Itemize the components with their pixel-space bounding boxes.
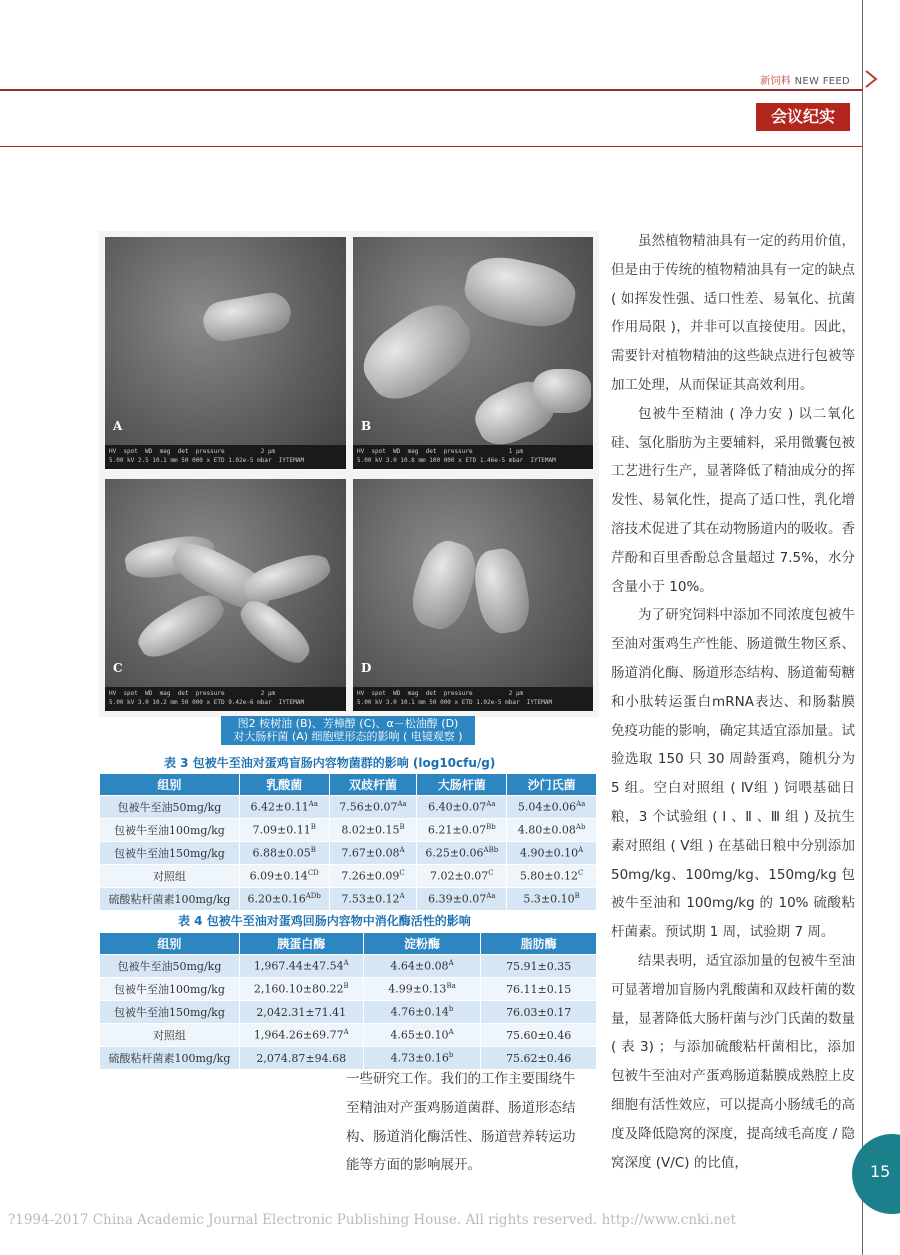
figure-caption-line1: 图2 桉树油 (B)、芳樟醇 (C)、α－松油醇 (D): [237, 717, 459, 730]
cell-value: 6.40±0.07: [428, 800, 487, 814]
cell-value: 对照组: [152, 1029, 186, 1042]
cell-value: 6.39±0.07: [428, 892, 487, 906]
column-header: 胰蛋白酶: [239, 933, 363, 955]
table3: [99, 773, 597, 911]
section-label: 会议纪实: [756, 103, 850, 131]
table-row: [100, 888, 597, 911]
bacterium-shape: [460, 250, 580, 334]
table-cell: [100, 978, 240, 1001]
significance-superscript: B: [310, 846, 316, 855]
table-cell: [239, 1047, 363, 1070]
table-cell: [363, 955, 481, 978]
column-header: 沙门氏菌: [507, 774, 597, 796]
sem-info-bar: HV spot WD mag det pressure 2 µm 5.00 kV 2.5 10.1 mm 50 000 x ETD 1.02e-5 mbar IYTEMAM: [105, 445, 346, 469]
cell-value: 对照组: [152, 870, 186, 883]
cell-value: 1,964.26±69.77: [253, 1028, 344, 1042]
cell-value: 5.04±0.06: [517, 800, 577, 814]
panel-letter: B: [361, 419, 372, 433]
significance-superscript: Aa: [486, 800, 496, 809]
bacterium-shape: [132, 587, 231, 666]
bacterium-shape: [240, 548, 334, 608]
cell-value: 包被牛至油50mg/kg: [117, 960, 222, 973]
cell-value: 4.80±0.08: [517, 823, 576, 837]
cell-value: 2,160.10±80.22: [253, 982, 344, 996]
paragraph: 虽然植物精油具有一定的药用价值，但是由于传统的植物精油具有一定的缺点 ( 如挥发性强、适口性差、易氧化、抗菌作用局限 )，并非可以直接使用。因此，需要针对植物精油的这些缺点进行包被等加工处理，从而保证其高效利用。: [611, 233, 855, 393]
cell-value: 6.42±0.11: [250, 800, 309, 814]
text-line: 能等方面的影响展开。: [346, 1157, 481, 1174]
header-rule: [0, 89, 862, 91]
significance-superscript: Ba: [446, 982, 456, 991]
significance-superscript: Aa: [397, 800, 407, 809]
column-header: 大肠杆菌: [417, 774, 507, 796]
table-cell: [417, 842, 507, 865]
paragraph: 为了研究饲料中添加不同浓度包被牛至油对蛋鸡生产性能、肠道微生物区系、肠道消化酶、肠道形态结构、肠道葡萄糖和小肽转运蛋白mRNA表达、和肠黏膜免疫功能的影响，确定其适宜添加量。试验选取 150 只 30 周龄蛋鸡，随机分为 5 组。空白对照组 ( Ⅳ组 ) 饲喂基础日粮，3 个试验组 ( Ⅰ 、Ⅱ 、Ⅲ 组 ) 及抗生素对照组 ( Ⅴ组 ) 在基础日粮中分别添加 50mg/kg、100mg/kg、150mg/kg 包被牛至油和 100mg/kg 的 10% 硫酸粘杆菌素。预试期 1 周，试验期 7 周。: [611, 607, 855, 941]
significance-superscript: C: [578, 869, 584, 878]
paragraph: 结果表明，适宜添加量的包被牛至油可显著增加盲肠内乳酸菌和双歧杆菌的数量，显著降低大肠杆菌与沙门氏菌的数量 ( 表 3) ；与添加硫酸粘杆菌相比，添加包被牛至油对产蛋鸡肠道黏膜成熟腔上皮细胞有活性效应，可以提高小肠绒毛的高度及降低隐窝的深度，提高绒毛高度 / 隐窝深度 (V/C) 的比值，: [611, 952, 855, 1171]
table-cell: [100, 796, 240, 819]
table-cell: [100, 1047, 240, 1070]
significance-superscript: b: [448, 1005, 454, 1014]
cell-value: 4.76±0.14: [390, 1005, 449, 1019]
significance-superscript: A: [343, 1028, 349, 1037]
right-column-text: [611, 227, 855, 1177]
table-cell: [481, 1024, 597, 1047]
significance-superscript: Aa: [308, 800, 318, 809]
significance-superscript: A: [399, 892, 405, 901]
cell-value: 7.02±0.07: [430, 869, 489, 883]
table3-caption: 表 3 包被牛至油对蛋鸡盲肠内容物菌群的影响 (log10cfu/g): [164, 756, 496, 770]
cell-value: 包被牛至油100mg/kg: [113, 983, 225, 996]
sem-figure: [99, 231, 599, 717]
table-cell: [239, 865, 329, 888]
table-cell: [481, 955, 597, 978]
table-cell: [507, 796, 597, 819]
sem-panel-a: [105, 237, 346, 469]
panel-letter: A: [113, 419, 123, 433]
bacterium-shape: [200, 290, 294, 345]
sem-info-bar: HV spot WD mag det pressure 2 µm 5.00 kV 3.0 10.2 mm 50 000 x ETD 9.42e-6 mbar IYTEMAM: [105, 687, 346, 711]
significance-superscript: ADb: [305, 892, 321, 901]
table-cell: [239, 796, 329, 819]
cell-value: 4.64±0.08: [390, 959, 449, 973]
bacterium-shape: [405, 535, 484, 635]
table-cell: [329, 796, 417, 819]
cell-value: 包被牛至油150mg/kg: [113, 847, 225, 860]
table-cell: [363, 978, 481, 1001]
table-cell: [507, 865, 597, 888]
significance-superscript: A: [448, 1028, 454, 1037]
cell-value: 7.53±0.12: [341, 892, 400, 906]
paragraph: 包被牛至精油 ( 净力安 ) 以二氧化硅、氢化脂肪为主要辅料，采用微囊包被工艺进行生产，显著降低了精油成分的挥发性、易氧化性，提高了适口性，乳化增溶技术促进了其在动物肠道内的吸收。香芹酚和百里香酚总含量超过 7.5%，水分含量小于 10%。: [611, 405, 855, 595]
cell-value: 6.21±0.07: [427, 823, 487, 837]
table-cell: [481, 978, 597, 1001]
column-header: 淀粉酶: [363, 933, 481, 955]
table-cell: [239, 888, 329, 911]
significance-superscript: Ab: [575, 823, 586, 832]
cell-value: 包被牛至油50mg/kg: [117, 801, 222, 814]
chevron-right-icon: [864, 70, 878, 88]
significance-superscript: B: [399, 823, 405, 832]
journal-brand: [760, 72, 850, 87]
table-cell: [239, 819, 329, 842]
significance-superscript: B: [343, 982, 349, 991]
brand-en: NEW FEED: [794, 76, 850, 87]
table-cell: [329, 842, 417, 865]
table-cell: [417, 888, 507, 911]
significance-superscript: B: [574, 892, 580, 901]
text-line: 构、肠道消化酶活性、肠道营养转运功: [346, 1128, 576, 1145]
significance-superscript: Aa: [576, 800, 586, 809]
table-cell: [239, 842, 329, 865]
cell-value: 2,074.87±94.68: [256, 1051, 347, 1065]
table-cell: [329, 865, 417, 888]
table-cell: [100, 819, 240, 842]
table-cell: [329, 819, 417, 842]
table-cell: [100, 888, 240, 911]
table-row: [100, 1001, 597, 1024]
table-cell: [507, 819, 597, 842]
table-cell: [329, 888, 417, 911]
table-cell: [239, 955, 363, 978]
table-cell: [481, 1001, 597, 1024]
table-cell: [507, 888, 597, 911]
cell-value: 1,967.44±47.54: [253, 959, 344, 973]
bacterium-shape: [533, 369, 591, 413]
column-header: 双歧杆菌: [329, 774, 417, 796]
table-row: [100, 842, 597, 865]
significance-superscript: A: [343, 959, 349, 968]
table-cell: [100, 1001, 240, 1024]
cell-value: 76.03±0.17: [506, 1005, 572, 1019]
significance-superscript: B: [310, 823, 316, 832]
cell-value: 75.91±0.35: [506, 959, 572, 973]
table-cell: [507, 842, 597, 865]
cell-value: 硫酸粘杆菌素100mg/kg: [108, 893, 231, 906]
significance-superscript: A: [578, 846, 584, 855]
table-row: [100, 865, 597, 888]
table4: [99, 932, 597, 1070]
sem-panel-b: [353, 237, 593, 469]
cell-value: 包被牛至油150mg/kg: [113, 1006, 225, 1019]
column-header: 乳酸菌: [239, 774, 329, 796]
table-row: [100, 978, 597, 1001]
significance-superscript: ABb: [483, 846, 499, 855]
cell-value: 75.62±0.46: [506, 1051, 572, 1065]
table-cell: [363, 1001, 481, 1024]
brand-cn: 新饲料: [760, 76, 792, 87]
cell-value: 75.60±0.46: [506, 1028, 572, 1042]
page-number-badge: [852, 1134, 900, 1214]
table-row: [100, 955, 597, 978]
text-line: 至精油对产蛋鸡肠道菌群、肠道形态结: [346, 1099, 576, 1116]
table-cell: [363, 1024, 481, 1047]
cell-value: 7.09±0.11: [252, 823, 311, 837]
significance-superscript: C: [399, 869, 405, 878]
significance-superscript: Bb: [486, 823, 496, 832]
significance-superscript: A: [448, 959, 454, 968]
cell-value: 4.90±0.10: [519, 846, 579, 860]
table-cell: [100, 955, 240, 978]
cell-value: 5.80±0.12: [519, 869, 579, 883]
page-number: 15: [870, 1162, 891, 1181]
sem-panel-c: [105, 479, 346, 711]
significance-superscript: b: [448, 1051, 454, 1060]
table-cell: [239, 978, 363, 1001]
table-cell: [239, 1001, 363, 1024]
table-cell: [100, 1024, 240, 1047]
panel-letter: C: [113, 661, 123, 675]
cell-value: 7.56±0.07: [339, 800, 398, 814]
left-column-text: [346, 1065, 602, 1180]
significance-superscript: C: [488, 869, 494, 878]
table-cell: [239, 1024, 363, 1047]
table-row: [100, 796, 597, 819]
table4-caption: 表 4 包被牛至油对蛋鸡回肠内容物中消化酶活性的影响: [178, 914, 471, 928]
cell-value: 6.25±0.06: [425, 846, 484, 860]
significance-superscript: Aa: [486, 892, 496, 901]
text-line: 一些研究工作。我们的工作主要围绕牛: [346, 1071, 576, 1087]
cell-value: 4.99±0.13: [388, 982, 447, 996]
table-cell: [417, 796, 507, 819]
figure-caption: [221, 716, 475, 745]
sem-info-bar: HV spot WD mag det pressure 1 µm 5.00 kV 3.0 10.8 mm 100 000 x ETD 1.46e-5 mbar IYTEMAM: [353, 445, 593, 469]
cell-value: 6.09±0.14: [249, 869, 308, 883]
bacterium-shape: [233, 593, 316, 670]
figure-caption-line2: 对大肠杆菌 (A) 细胞壁形态的影响 ( 电镜观察 ): [233, 730, 463, 743]
copyright-footer: ?1994-2017 China Academic Journal Electronic Publishing House. All rights reserved. http://www.cnki.net: [8, 1212, 736, 1228]
sem-panel-d: [353, 479, 593, 711]
cell-value: 7.26±0.09: [341, 869, 400, 883]
cell-value: 6.88±0.05: [252, 846, 311, 860]
table-cell: [100, 842, 240, 865]
cell-value: 76.11±0.15: [506, 982, 572, 996]
table-cell: [100, 865, 240, 888]
bacterium-shape: [353, 291, 483, 413]
column-header: 组别: [100, 933, 240, 955]
significance-superscript: CD: [307, 869, 319, 878]
cell-value: 8.02±0.15: [341, 823, 400, 837]
column-header: 组别: [100, 774, 240, 796]
cell-value: 6.20±0.16: [247, 892, 306, 906]
significance-superscript: A: [399, 846, 405, 855]
panel-letter: D: [361, 661, 372, 675]
table-row: [100, 1024, 597, 1047]
cell-value: 4.65±0.10: [390, 1028, 449, 1042]
cell-value: 4.73±0.16: [390, 1051, 449, 1065]
table-cell: [417, 865, 507, 888]
table-header-row: [100, 933, 597, 955]
table-cell: [417, 819, 507, 842]
column-header: 脂肪酶: [481, 933, 597, 955]
bacterium-shape: [470, 545, 534, 636]
cell-value: 7.67±0.08: [341, 846, 400, 860]
section-rule: [0, 146, 862, 147]
cell-value: 包被牛至油100mg/kg: [113, 824, 225, 837]
right-margin-rule: [862, 0, 863, 1255]
cell-value: 硫酸粘杆菌素100mg/kg: [108, 1052, 231, 1065]
table-header-row: [100, 774, 597, 796]
sem-info-bar: HV spot WD mag det pressure 2 µm 5.00 kV 3.0 10.1 mm 50 000 x ETD 1.02e-5 mbar IYTEMAM: [353, 687, 593, 711]
cell-value: 2,042.31±71.41: [256, 1005, 347, 1019]
table-row: [100, 819, 597, 842]
cell-value: 5.3±0.10: [523, 892, 575, 906]
